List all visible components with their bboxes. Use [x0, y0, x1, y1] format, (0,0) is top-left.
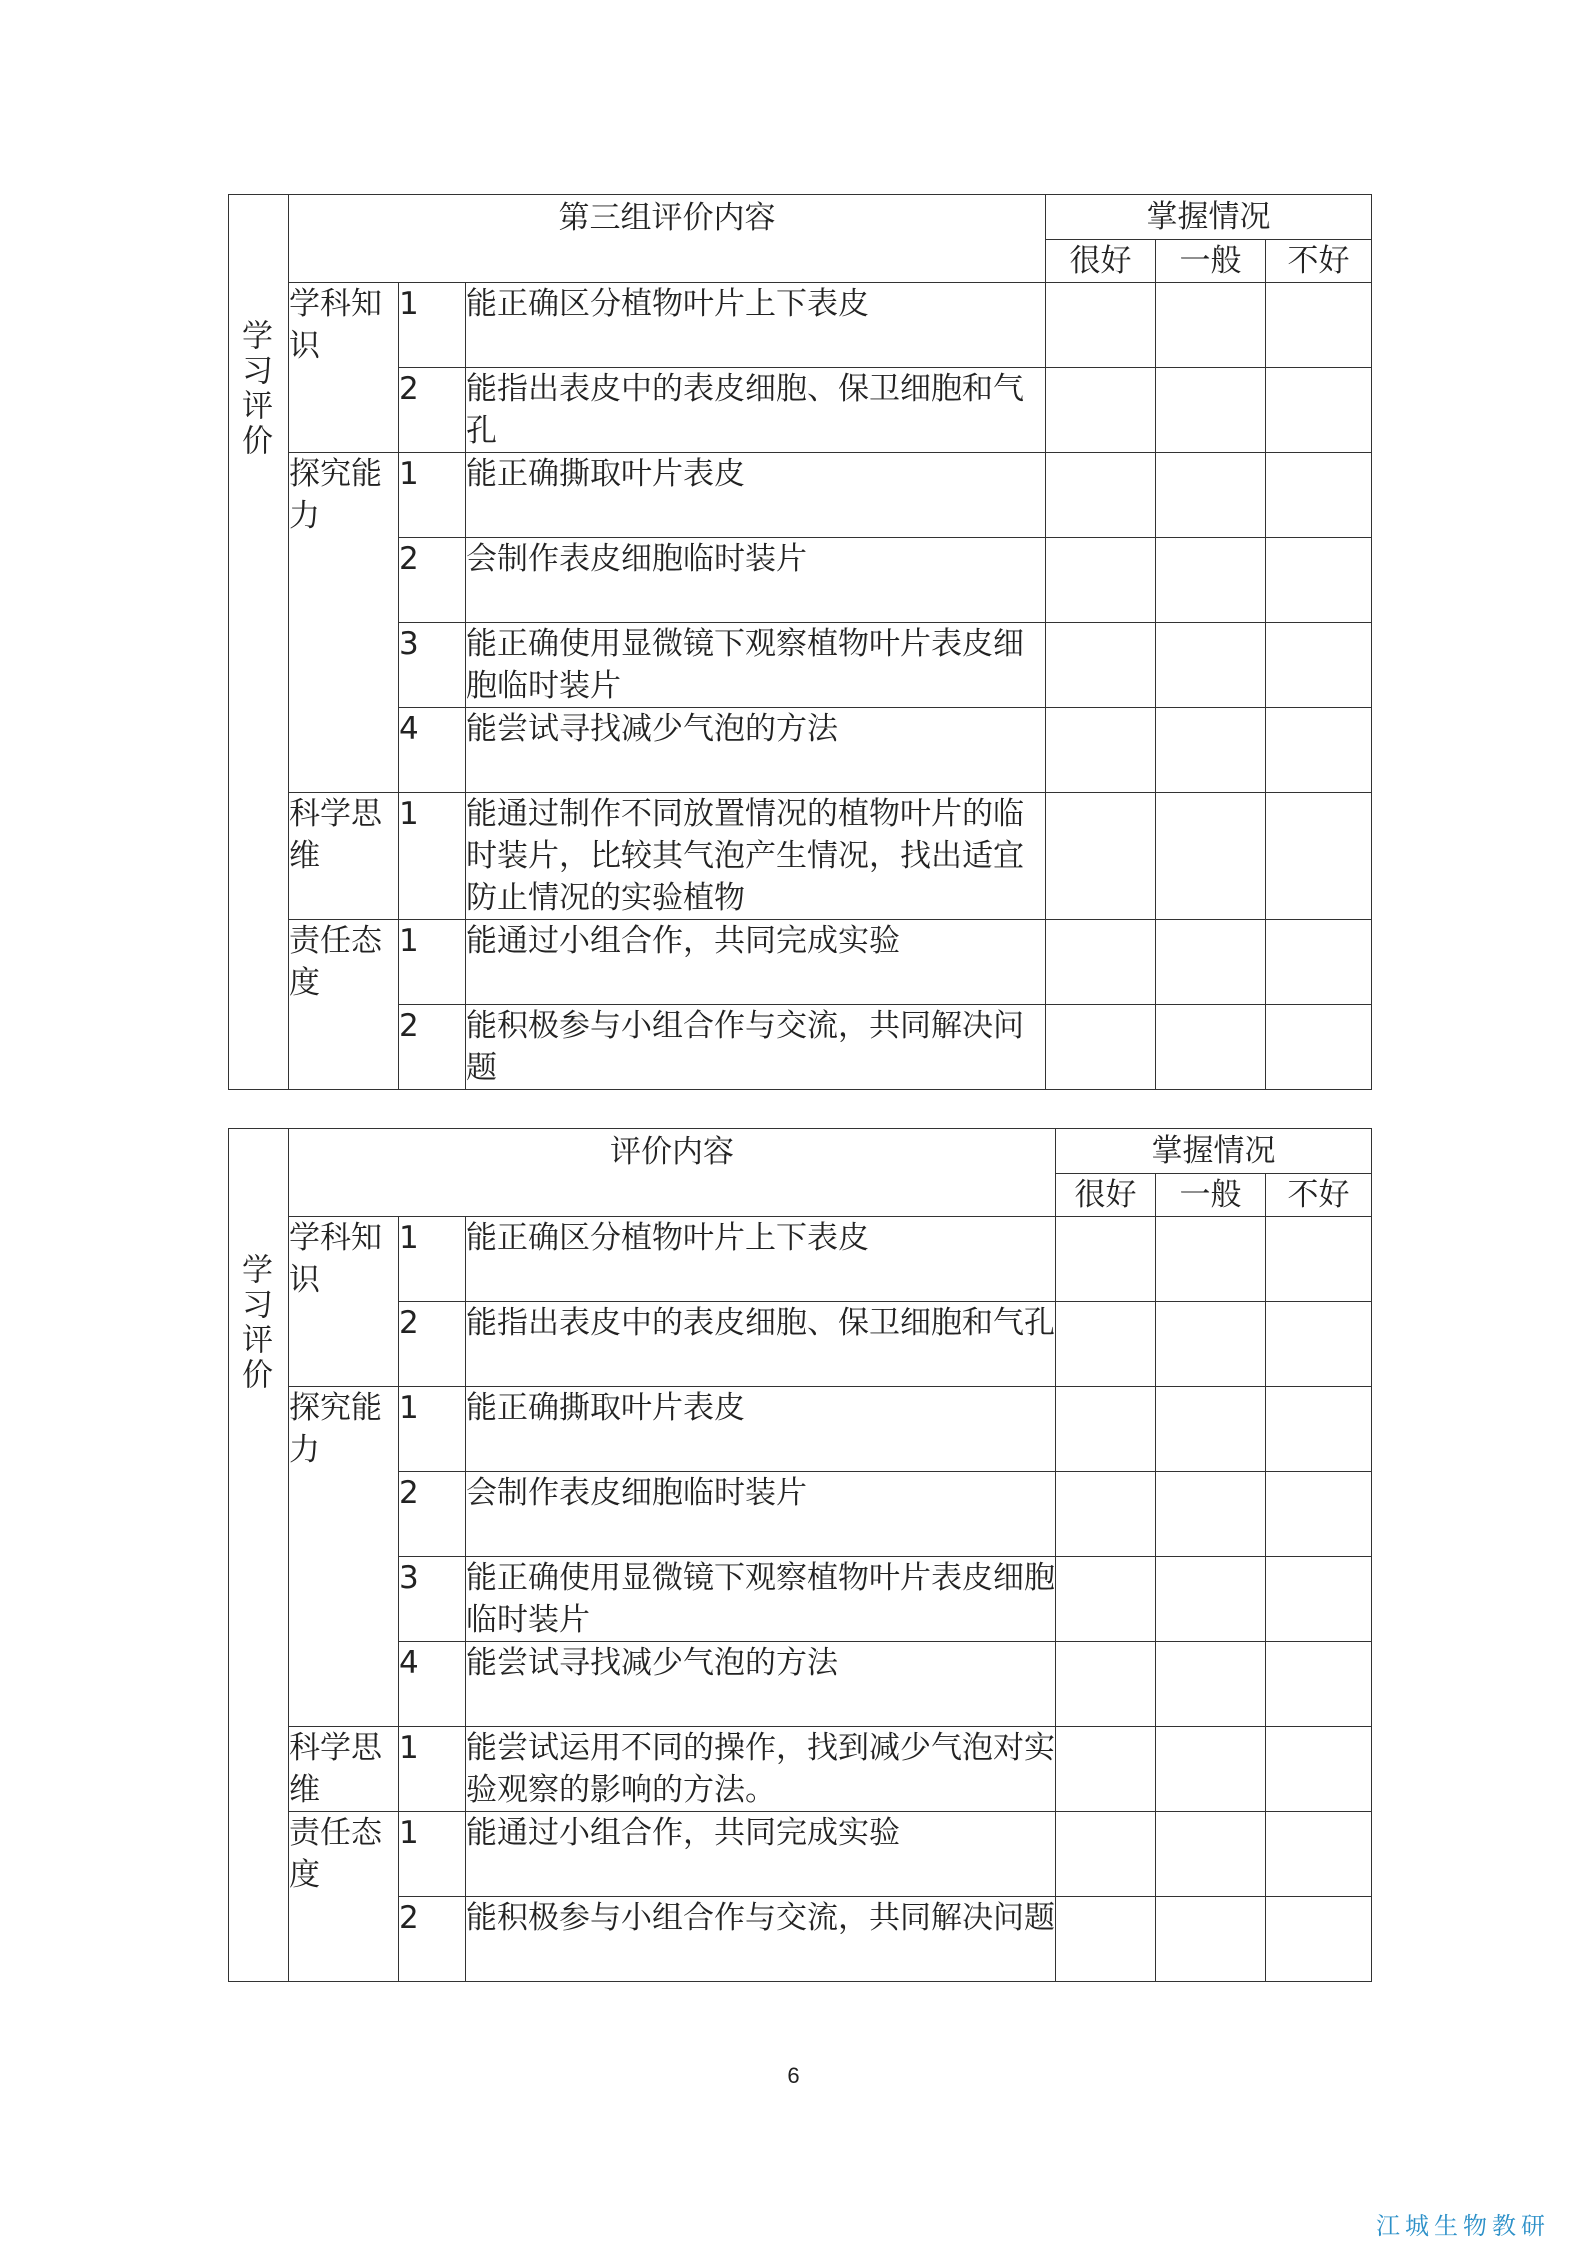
rating-cell-very-good[interactable]: [1046, 538, 1156, 623]
row-number: 1: [399, 920, 466, 1005]
rating-cell-poor[interactable]: [1266, 623, 1372, 708]
row-text: 能尝试寻找减少气泡的方法: [466, 1642, 1056, 1727]
row-number: 4: [399, 708, 466, 793]
row-number: 1: [399, 453, 466, 538]
rating-cell-poor[interactable]: [1266, 368, 1372, 453]
rating-cell-very-good[interactable]: [1056, 1217, 1156, 1302]
rating-cell-average[interactable]: [1156, 1217, 1266, 1302]
category-knowledge: 学科知识: [289, 1217, 399, 1387]
rating-cell-average[interactable]: [1156, 1005, 1266, 1090]
rating-cell-poor[interactable]: [1266, 1472, 1372, 1557]
rating-cell-poor[interactable]: [1266, 793, 1372, 920]
row-number: 1: [399, 1387, 466, 1472]
rating-cell-very-good[interactable]: [1056, 1642, 1156, 1727]
rating-cell-very-good[interactable]: [1056, 1472, 1156, 1557]
rating-cell-very-good[interactable]: [1046, 708, 1156, 793]
rating-cell-very-good[interactable]: [1056, 1557, 1156, 1642]
rating-cell-very-good[interactable]: [1056, 1727, 1156, 1812]
rating-cell-very-good[interactable]: [1046, 623, 1156, 708]
rating-cell-average[interactable]: [1156, 368, 1266, 453]
mastery-header: 掌握情况: [1056, 1129, 1372, 1174]
rating-cell-average[interactable]: [1156, 283, 1266, 368]
row-number: 2: [399, 368, 466, 453]
rating-cell-poor[interactable]: [1266, 283, 1372, 368]
rating-cell-poor[interactable]: [1266, 1897, 1372, 1982]
rating-cell-very-good[interactable]: [1056, 1897, 1156, 1982]
row-number: 1: [399, 283, 466, 368]
row-number: 4: [399, 1642, 466, 1727]
row-text: 能通过小组合作，共同完成实验: [466, 920, 1046, 1005]
row-number: 1: [399, 1727, 466, 1812]
row-text: 能尝试寻找减少气泡的方法: [466, 708, 1046, 793]
row-number: 1: [399, 793, 466, 920]
row-number: 2: [399, 1897, 466, 1982]
row-text: 能积极参与小组合作与交流，共同解决问题: [466, 1897, 1056, 1982]
rating-cell-average[interactable]: [1156, 623, 1266, 708]
rating-cell-average[interactable]: [1156, 1642, 1266, 1727]
row-text: 能指出表皮中的表皮细胞、保卫细胞和气孔: [466, 1302, 1056, 1387]
rating-cell-average[interactable]: [1156, 1897, 1266, 1982]
header-title: 评价内容: [289, 1129, 1056, 1217]
level-poor: 不好: [1266, 240, 1372, 283]
side-label: 学习评价: [229, 195, 289, 1090]
category-knowledge: 学科知识: [289, 283, 399, 453]
row-text: 能正确撕取叶片表皮: [466, 453, 1046, 538]
rating-cell-average[interactable]: [1156, 1727, 1266, 1812]
level-very-good: 很好: [1046, 240, 1156, 283]
category-responsibility: 责任态度: [289, 1812, 399, 1982]
watermark: 江城生物教研: [1376, 2212, 1550, 2240]
row-number: 3: [399, 623, 466, 708]
category-inquiry: 探究能力: [289, 1387, 399, 1727]
rating-cell-average[interactable]: [1156, 793, 1266, 920]
level-average: 一般: [1156, 240, 1266, 283]
rating-cell-average[interactable]: [1156, 1302, 1266, 1387]
row-text: 能积极参与小组合作与交流，共同解决问题: [466, 1005, 1046, 1090]
row-number: 1: [399, 1217, 466, 1302]
level-average: 一般: [1156, 1174, 1266, 1217]
category-scientific-thinking: 科学思维: [289, 793, 399, 920]
rating-cell-average[interactable]: [1156, 920, 1266, 1005]
row-text: 能正确使用显微镜下观察植物叶片表皮细胞临时装片: [466, 623, 1046, 708]
row-text: 能正确区分植物叶片上下表皮: [466, 283, 1046, 368]
rating-cell-poor[interactable]: [1266, 1302, 1372, 1387]
row-text: 会制作表皮细胞临时装片: [466, 538, 1046, 623]
level-very-good: 很好: [1056, 1174, 1156, 1217]
page-number: 6: [787, 2063, 800, 2088]
rating-cell-very-good[interactable]: [1056, 1302, 1156, 1387]
row-text: 能通过小组合作，共同完成实验: [466, 1812, 1056, 1897]
header-title: 第三组评价内容: [289, 195, 1046, 283]
rating-cell-very-good[interactable]: [1046, 453, 1156, 538]
row-number: 2: [399, 1302, 466, 1387]
category-inquiry: 探究能力: [289, 453, 399, 793]
rating-cell-average[interactable]: [1156, 1557, 1266, 1642]
evaluation-table-2: [228, 1128, 1372, 1982]
rating-cell-very-good[interactable]: [1046, 368, 1156, 453]
row-number: 3: [399, 1557, 466, 1642]
rating-cell-poor[interactable]: [1266, 1557, 1372, 1642]
side-label: 学习评价: [229, 1129, 289, 1982]
row-number: 2: [399, 538, 466, 623]
row-text: 能尝试运用不同的操作，找到减少气泡对实验观察的影响的方法。: [466, 1727, 1056, 1812]
rating-cell-poor[interactable]: [1266, 538, 1372, 623]
rating-cell-poor[interactable]: [1266, 1727, 1372, 1812]
row-text: 能正确撕取叶片表皮: [466, 1387, 1056, 1472]
rating-cell-poor[interactable]: [1266, 708, 1372, 793]
rating-cell-average[interactable]: [1156, 1812, 1266, 1897]
rating-cell-poor[interactable]: [1266, 1387, 1372, 1472]
rating-cell-poor[interactable]: [1266, 920, 1372, 1005]
row-number: 2: [399, 1472, 466, 1557]
rating-cell-poor[interactable]: [1266, 1812, 1372, 1897]
rating-cell-poor[interactable]: [1266, 1642, 1372, 1727]
rating-cell-very-good[interactable]: [1056, 1387, 1156, 1472]
mastery-header: 掌握情况: [1046, 195, 1372, 240]
row-number: 1: [399, 1812, 466, 1897]
rating-cell-poor[interactable]: [1266, 1005, 1372, 1090]
rating-cell-very-good[interactable]: [1046, 283, 1156, 368]
rating-cell-very-good[interactable]: [1046, 1005, 1156, 1090]
rating-cell-average[interactable]: [1156, 708, 1266, 793]
level-poor: 不好: [1266, 1174, 1372, 1217]
evaluation-table-1: [228, 194, 1372, 1090]
rating-cell-very-good[interactable]: [1046, 920, 1156, 1005]
rating-cell-very-good[interactable]: [1046, 793, 1156, 920]
rating-cell-average[interactable]: [1156, 538, 1266, 623]
row-text: 会制作表皮细胞临时装片: [466, 1472, 1056, 1557]
row-number: 2: [399, 1005, 466, 1090]
rating-cell-average[interactable]: [1156, 1472, 1266, 1557]
rating-cell-poor[interactable]: [1266, 453, 1372, 538]
rating-cell-very-good[interactable]: [1056, 1812, 1156, 1897]
category-scientific-thinking: 科学思维: [289, 1727, 399, 1812]
rating-cell-poor[interactable]: [1266, 1217, 1372, 1302]
row-text: 能正确使用显微镜下观察植物叶片表皮细胞临时装片: [466, 1557, 1056, 1642]
row-text: 能正确区分植物叶片上下表皮: [466, 1217, 1056, 1302]
row-text: 能通过制作不同放置情况的植物叶片的临时装片，比较其气泡产生情况，找出适宜防止情况的实验植物: [466, 793, 1046, 920]
rating-cell-average[interactable]: [1156, 1387, 1266, 1472]
category-responsibility: 责任态度: [289, 920, 399, 1090]
row-text: 能指出表皮中的表皮细胞、保卫细胞和气孔: [466, 368, 1046, 453]
rating-cell-average[interactable]: [1156, 453, 1266, 538]
